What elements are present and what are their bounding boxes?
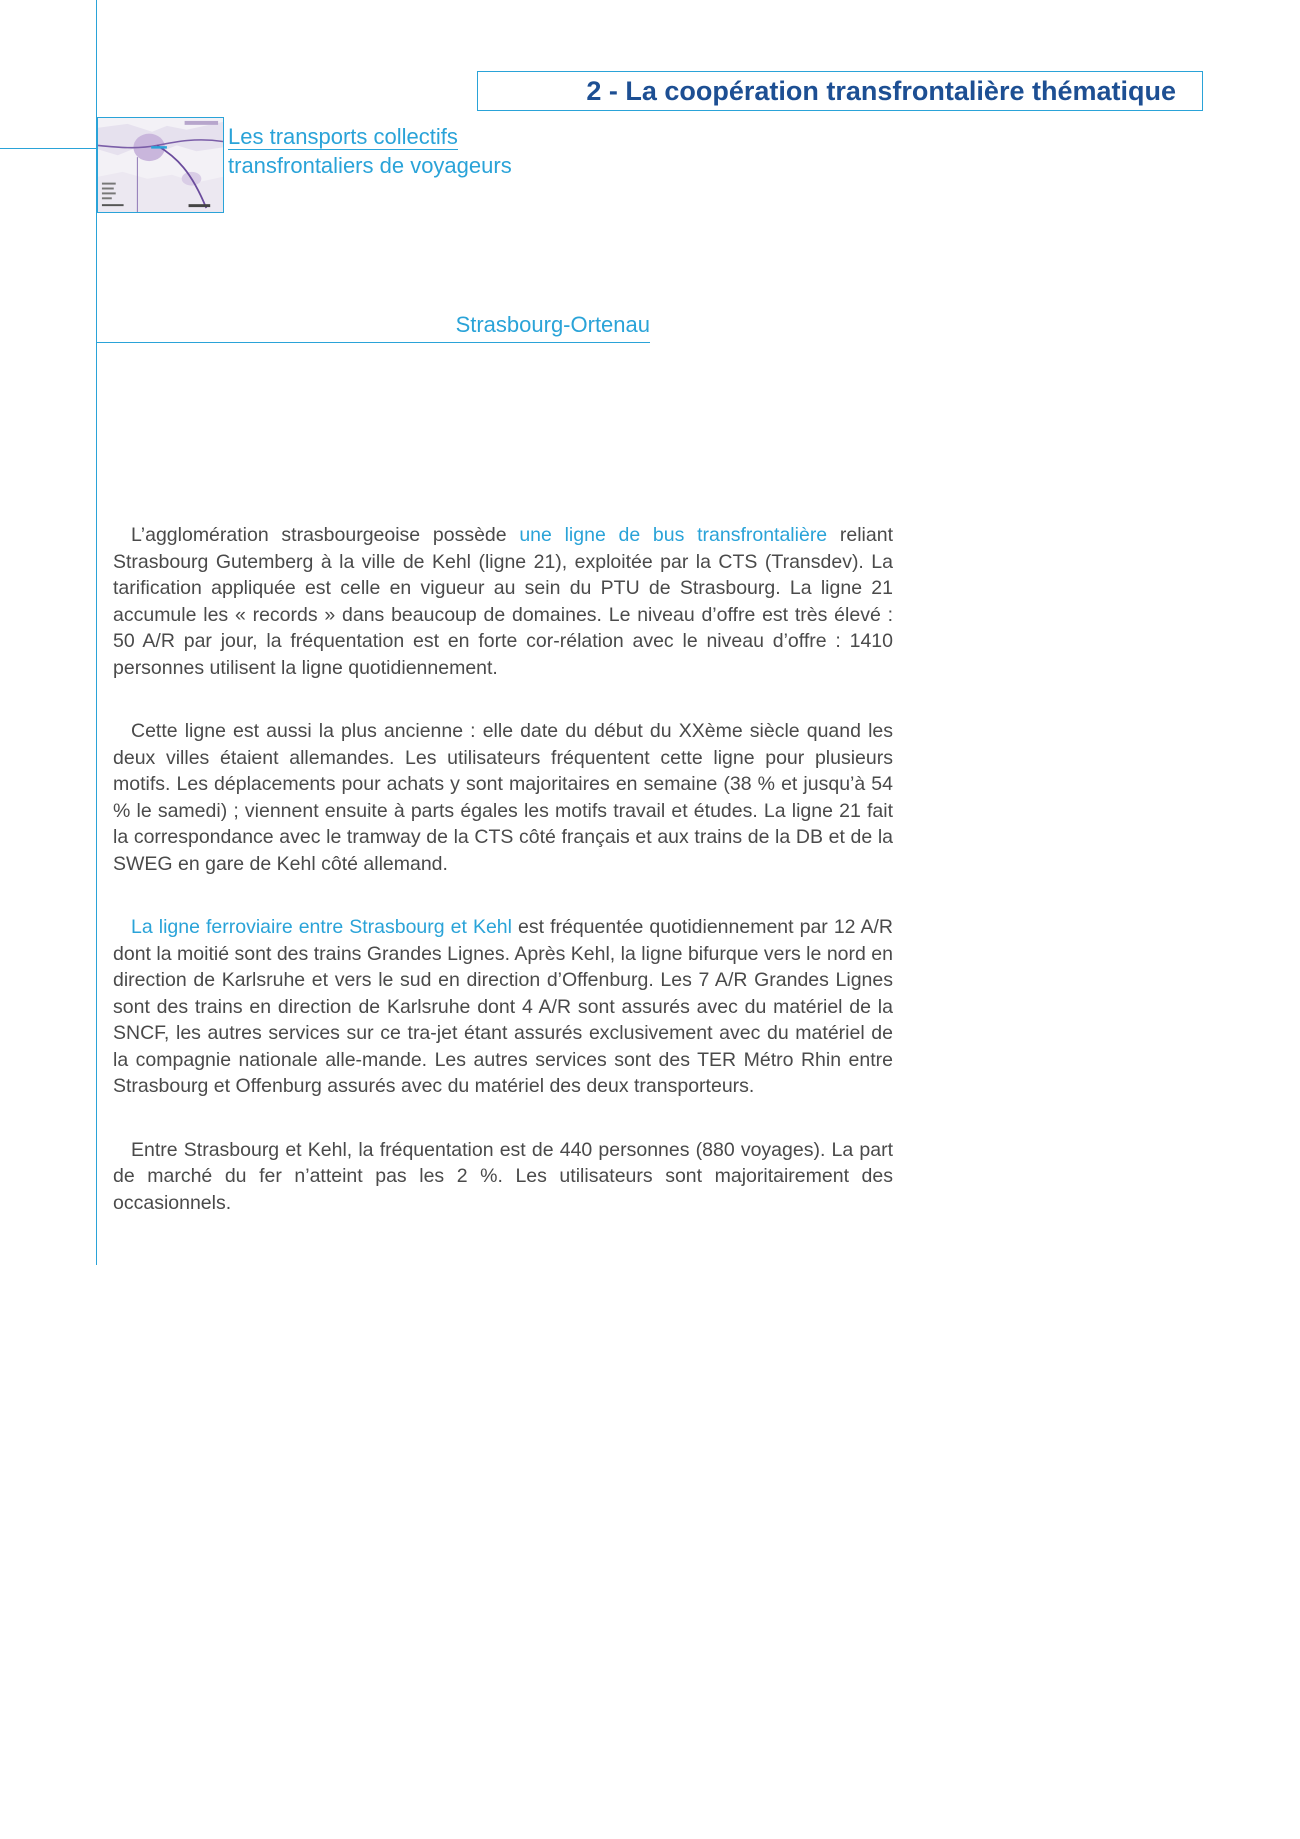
paragraph-1 bbox=[113, 522, 893, 681]
subtitle-line-2: transfrontaliers de voyageurs bbox=[228, 153, 512, 178]
paragraph-text: Entre Strasbourg et Kehl, la fréquentation est de 440 personnes (880 voyages). La part de marché du fer n’atteint pas les 2 %. Les utilisateurs sont majoritairement des occasionnels. bbox=[113, 1138, 893, 1214]
paragraph-text: est fréquentée quotidiennement par 12 A/R dont la moitié sont des trains Grandes Lignes. Après Kehl, la ligne bifurque vers le nord en direction de Karlsruhe et vers le sud en direction d’Offenburg. Les 7 A/R Grandes Lignes sont des trains en direction de Karlsruhe dont 4 A/R sont assurés avec du matériel de la SNCF, les autres services sur ce tra-jet étant assurés exclusivement avec du matériel de la compagnie nationale alle-mande. Les autres services sont des TER Métro Rhin entre Strasbourg et Offenburg assurés avec du matériel des deux transporteurs. bbox=[113, 916, 894, 1097]
chapter-title: 2 - La coopération transfrontalière thématique bbox=[477, 71, 1203, 111]
body-text bbox=[113, 522, 893, 1253]
paragraph-2 bbox=[113, 718, 893, 877]
map-thumbnail-icon bbox=[97, 117, 224, 213]
paragraph-3 bbox=[113, 914, 893, 1100]
paragraph-text: reliant Strasbourg Gutemberg à la ville de Kehl (ligne 21), exploitée par la CTS (Transdev). La tarification appliquée est celle en vigueur au sein du PTU de Strasbourg. La ligne 21 accumule les « records » dans beaucoup de domaines. Le niveau d’offre est très élevé : 50 A/R par jour, la fréquentation est en forte cor-rélation avec le niveau d’offre : 1410 personnes utilisent la ligne quotidiennement. bbox=[113, 524, 893, 679]
section-heading: Strasbourg-Ortenau bbox=[96, 310, 650, 343]
highlight-text: La ligne ferroviaire entre Strasbourg et Kehl bbox=[131, 916, 512, 938]
subtitle-line-1: Les transports collectifs bbox=[228, 124, 458, 149]
paragraph-text: L’agglomération strasbourgeoise possède bbox=[131, 524, 520, 546]
page-subtitle bbox=[228, 122, 512, 180]
highlight-text: une ligne de bus transfrontalière bbox=[519, 524, 828, 546]
paragraph-4 bbox=[113, 1137, 893, 1217]
margin-horizontal-rule bbox=[0, 148, 96, 149]
paragraph-text: Cette ligne est aussi la plus ancienne : elle date du début du XXème siècle quand les deux villes étaient allemandes. Les utilisateurs fréquentent cette ligne pour plusieurs motifs. Les déplacements pour achats y sont majoritaires en semaine (38 % et jusqu’à 54 % le samedi) ; viennent ensuite à parts égales les motifs travail et études. La ligne 21 fait la correspondance avec le tramway de la CTS côté français et aux trains de la DB et de la SWEG en gare de Kehl côté allemand. bbox=[113, 720, 893, 875]
